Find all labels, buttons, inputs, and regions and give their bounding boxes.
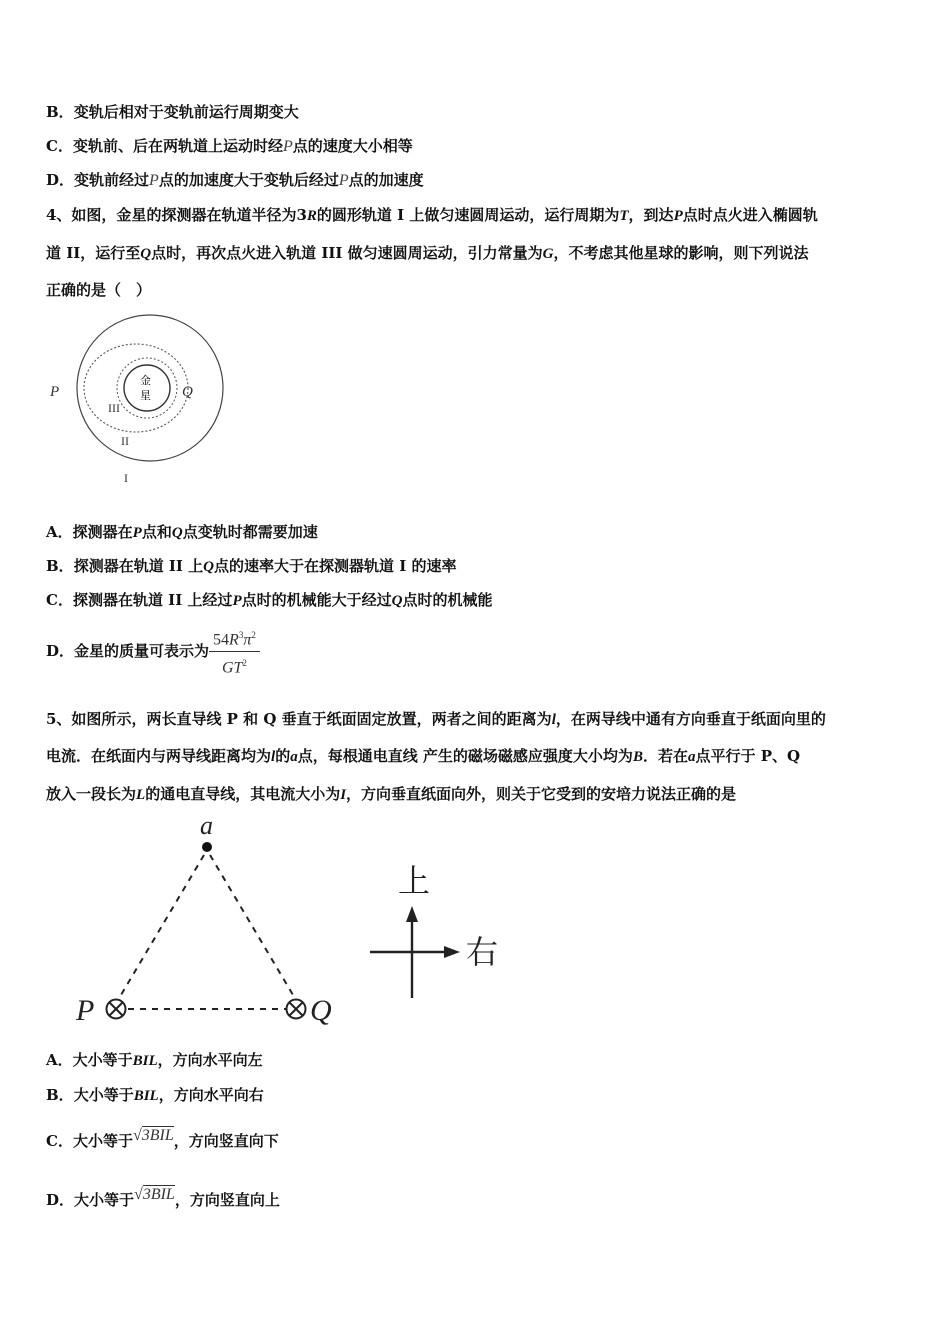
q5-option-a: A．大小等于BIL，方向水平向左 — [46, 1051, 263, 1069]
orbit-diagram — [44, 312, 234, 492]
q4-stem-line-3: 正确的是（ ） — [46, 281, 152, 299]
q5-stem-line-1: 5、如图所示，两长直导线 P 和 Q 垂直于纸面固定放置，两者之间的距离为l，在两导线中通有方向垂直于纸面向里的 — [46, 710, 826, 728]
venus-planet — [124, 365, 170, 411]
wire-q-label: Q — [310, 994, 332, 1027]
q4-option-d: D．金星的质量可表示为 $\frac{54R^3\pi^2}{GT^2}$ — [46, 626, 260, 678]
orbit-III-label: III — [108, 401, 120, 415]
wire-q-into-page-icon — [287, 1000, 306, 1019]
line-a-to-p — [118, 855, 204, 1000]
planet-label-top: 金 — [140, 375, 151, 387]
q3-option-d: D．变轨前经过P点的加速度大于变轨后经过P点的加速度 — [46, 171, 424, 189]
q4-stem-line-2: 道 II，运行至Q点时，再次点火进入轨道 III 做匀速圆周运动，引力常量为G，不考虑其他星球的影响，则下列说法 — [46, 244, 809, 262]
q3-option-c: C．变轨前、后在两轨道上运动时经P点的速度大小相等 — [46, 137, 413, 155]
wire-diagram — [70, 810, 520, 1035]
point-q-label: Q — [182, 384, 193, 400]
sqrt3-bil: √3BIL — [132, 1127, 174, 1144]
mass-formula: $\frac{54R^3\pi^2}{GT^2}$ — [209, 626, 260, 678]
orbit-I-label: I — [124, 471, 128, 485]
direction-up-label: 上 — [398, 863, 431, 899]
point-a-dot — [202, 842, 212, 852]
q4-option-b: B．探测器在轨道 II 上Q点的速率大于在探测器轨道 I 的速率 — [46, 557, 457, 575]
planet-label-bottom: 星 — [140, 390, 151, 402]
q3-option-b: B．变轨后相对于变轨前运行周期变大 — [46, 103, 299, 121]
q5-option-b: B．大小等于BIL，方向水平向右 — [46, 1086, 264, 1104]
point-p-label: P — [50, 384, 60, 400]
arrow-right-icon — [444, 946, 460, 958]
q4-stem-line-1: 4、如图，金星的探测器在轨道半径为3R的圆形轨道 I 上做匀速圆周运动，运行周期为T，到达P点时点火进入椭圆轨 — [46, 206, 818, 224]
point-a-label: a — [200, 811, 213, 840]
q4-option-a: A．探测器在P点和Q点变轨时都需要加速 — [46, 523, 318, 541]
wire-p-into-page-icon — [107, 1000, 126, 1019]
q5-stem-line-3: 放入一段长为L的通电直导线，其电流大小为I，方向垂直纸面向外，则关于它受到的安培力说法正确的是 — [46, 785, 737, 803]
q4-option-c: C．探测器在轨道 II 上经过P点时的机械能大于经过Q点时的机械能 — [46, 591, 493, 609]
line-a-to-q — [210, 855, 296, 1000]
arrow-up-icon — [406, 906, 418, 922]
orbit-II-label: II — [121, 434, 129, 448]
wire-p-label: P — [76, 994, 95, 1027]
q5-option-c: C．大小等于√3BIL，方向竖直向下 — [46, 1127, 279, 1150]
sqrt3-bil: √3BIL — [134, 1186, 175, 1203]
q5-stem-line-2: 电流．在纸面内与两导线距离均为l的a点，每根通电直线 产生的磁场磁感应强度大小均为B．若在a点平行于 P、Q — [46, 747, 801, 765]
q5-option-d: D．大小等于√3BIL，方向竖直向上 — [46, 1186, 280, 1209]
direction-right-label: 右 — [466, 934, 499, 970]
